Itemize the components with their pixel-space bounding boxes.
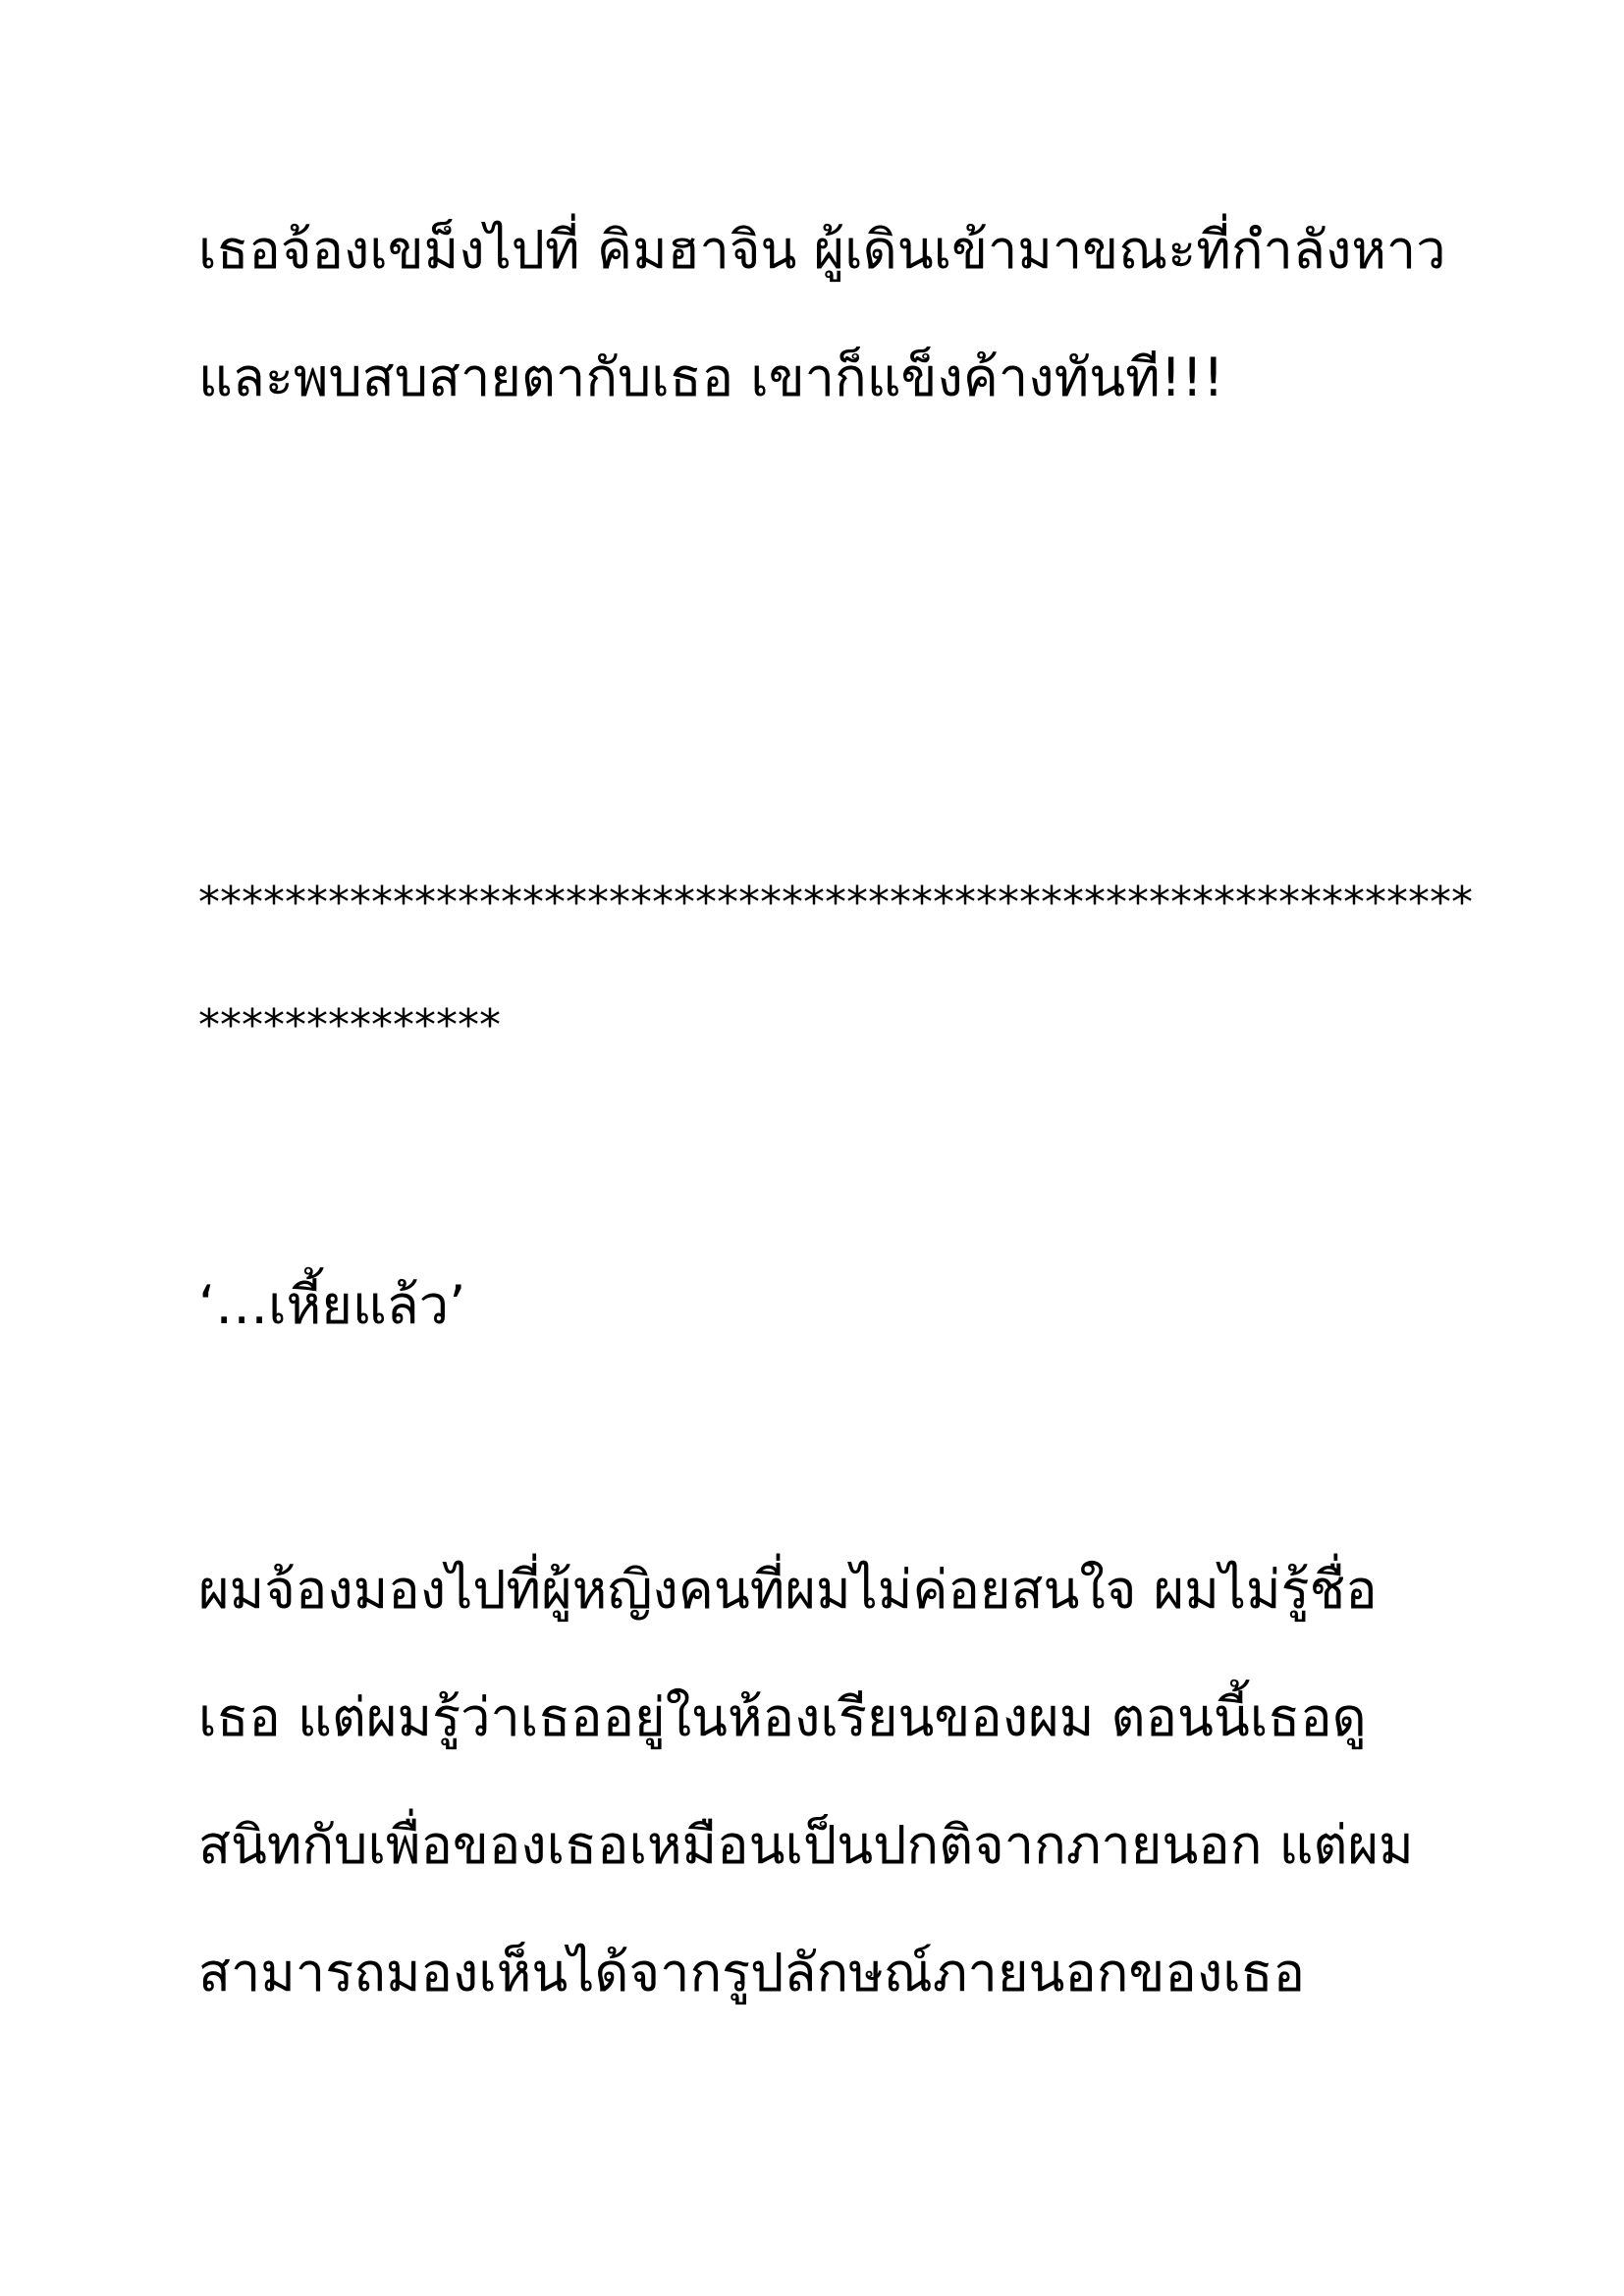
separator-line-2: **************: [198, 1000, 501, 1050]
thought-line: ‘…เหี้ยแล้ว’: [198, 1274, 466, 1336]
separator-line-1: ***********************************************************: [198, 878, 1473, 928]
paragraph-1-line-2: และพบสบสายตากับเธอ เขาก็แข็งค้างทันที!!!: [198, 347, 1224, 408]
paragraph-1-line-1: เธอจ้องเขม็งไปที่ คิมฮาจิน ผู้เดินเข้ามาขณะที่กำลังหาว: [198, 219, 1446, 281]
paragraph-2-line-2: เธอ แต่ผมรู้ว่าเธออยู่ในห้องเรียนของผม ตอนนี้เธอดู: [198, 1686, 1367, 1748]
paragraph-2-line-3: สนิทกับเพื่อของเธอเหมือนเป็นปกติจากภายนอก แต่ผม: [198, 1814, 1414, 1876]
paragraph-2-line-1: ผมจ้องมองไปที่ผู้หญิงคนที่ผมไม่ค่อยสนใจ ผมไม่รู้ชื่อ: [198, 1559, 1378, 1621]
paragraph-2-line-4: สามารถมองเห็นได้จากรูปลักษณ์ภายนอกของเธอ: [198, 1942, 1306, 2003]
